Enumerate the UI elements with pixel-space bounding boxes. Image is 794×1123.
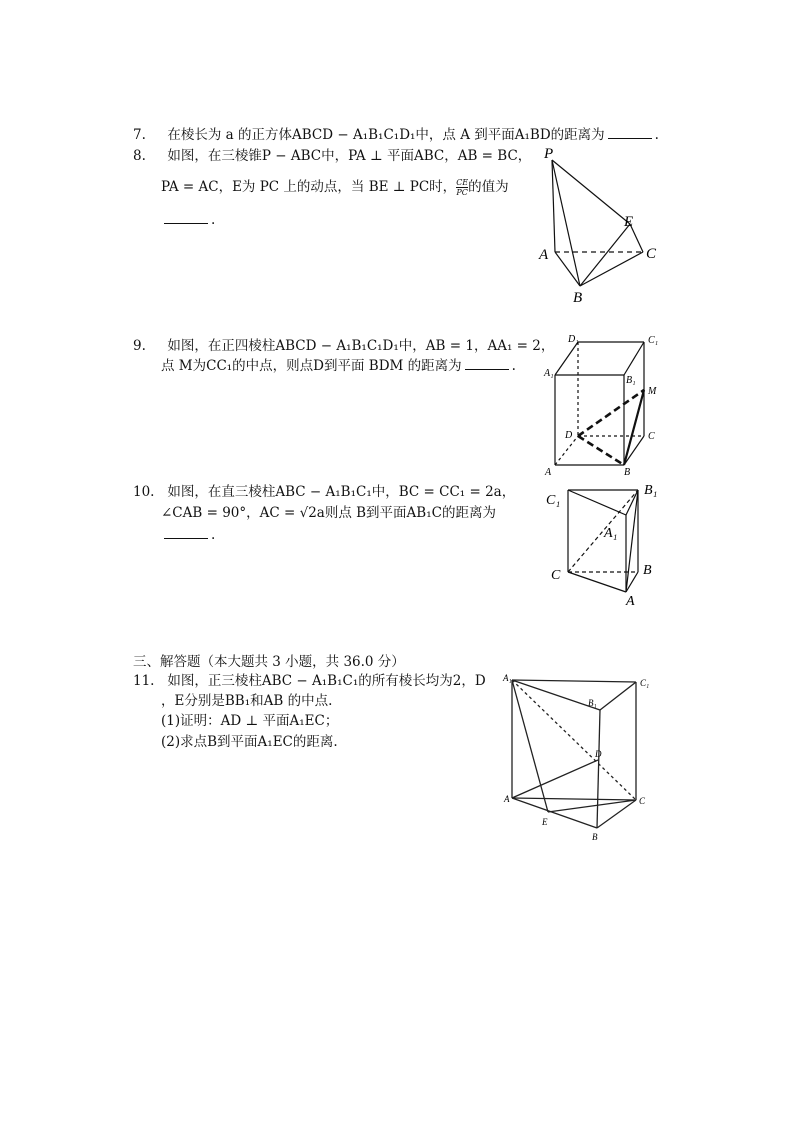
q11-edge-bb1 [597,710,600,828]
q10-end: . [211,527,216,543]
q10-text-line1: 如图，在直三棱柱ABC − A₁B₁C₁中，BC = CC₁ = 2a， [167,484,516,500]
q8-answer-blank[interactable] [164,211,208,224]
q11-part2: (2)求点B到平面A₁EC的距离. [161,734,338,750]
q11-edge-a1b1 [512,680,600,710]
q11-line2 [161,692,332,710]
q9-number: 9. [133,338,146,354]
q11-number: 11. [133,673,155,689]
q8-frac-top: CE [456,178,469,187]
q9-label-d1: D₁ [568,334,579,345]
q9-edge-db [578,436,624,465]
q9-label-b: B [624,467,631,478]
q10-line1 [133,483,515,501]
q8-text-line2b: 的值为 [468,179,509,195]
q7-text: 在棱长为 a 的正方体ABCD − A₁B₁C₁D₁中，点 A 到平面A₁BD的距离为 [167,127,605,143]
q9-label-a1: A₁ [544,368,554,379]
q10-prism-figure [540,478,670,608]
q8-end: . [211,212,216,228]
q9-label-c1: C₁ [648,335,659,346]
q11-label-b1: B₁ [588,698,597,708]
q8-label-p: P [544,146,554,162]
q8-label-c: C [646,246,657,262]
q10-label-c1: C₁ [546,493,561,508]
q10-edge-c1a1 [568,490,626,515]
q10-label-a1: A₁ [604,526,618,541]
q11-prism-figure [498,670,668,845]
q9-text-line1: 如图，在正四棱柱ABCD − A₁B₁C₁D₁中，AB = 1，AA₁ = 2， [167,338,555,354]
q10-label-b: B [643,563,652,578]
q11-label-a: A [504,794,510,804]
q8-edge-be [580,224,630,286]
q11-edge-ac [512,798,636,800]
q9-line2 [161,357,516,375]
q11-edge-a1e [512,680,548,812]
q8-text-line1: 如图，在三棱锥P − ABC中，PA ⊥ 平面ABC，AB = BC， [167,148,532,164]
q9-label-d: D [565,430,573,441]
q11-text-line2: ，E分别是BB₁和AB 的中点. [161,693,333,709]
q9-prism-figure [540,330,670,480]
q8-edge-bc [580,252,643,286]
q10-answer-blank[interactable] [164,526,208,539]
q10-edge-ab1 [626,490,638,592]
q11-label-c1: C₁ [640,678,650,688]
q8-label-a: A [539,247,549,263]
q11-line1 [133,672,486,690]
q9-label-m: M [648,386,657,397]
q10-label-b1: B₁ [644,483,658,498]
q11-edge-b1c1 [600,682,636,710]
q8-text-line2a: PA = AC，E为 PC 上的动点，当 BE ⊥ PC时， [161,179,457,195]
q11-label-b: B [592,832,598,842]
q9-text-line2: 点 M为CC₁的中点，则点D到平面 BDM 的距离为 [161,358,462,374]
q11-label-a1: A₁ [503,673,512,683]
q11-edge-ab [512,798,597,828]
q9-end: . [511,358,516,374]
q11-label-d: D [595,749,602,759]
q10-edge-ca [568,572,626,592]
q9-label-a: A [545,467,552,478]
q8-label-e: E [624,214,634,230]
q7-end: . [654,127,659,143]
q11-label-e: E [542,817,548,827]
q10-edge-cb1-hidden [568,490,638,572]
q9-label-b1: B₁ [626,375,636,386]
q8-pyramid-figure [530,142,670,307]
q10-label-c: C [551,568,561,583]
q11-edge-a1c1 [512,680,636,682]
q9-edge-a1d1 [555,342,578,375]
q8-line2 [161,178,509,197]
q8-label-b: B [573,290,583,306]
q8-number: 8. [133,148,146,164]
q10-line3 [161,526,215,544]
q9-answer-blank[interactable] [465,357,509,370]
q11-line3 [161,712,338,730]
q11-line4 [161,733,338,751]
q7-answer-blank[interactable] [608,126,652,139]
section-title: 三、解答题（本大题共 3 小题，共 36.0 分） [133,654,405,670]
q10-number: 10. [133,484,155,500]
q11-label-c: C [639,796,646,806]
q9-edge-b1c1 [624,342,644,375]
q7-number: 7. [133,127,146,143]
q11-edge-a1c-hidden [512,680,636,800]
q8-frac-bottom: PC [456,188,468,197]
q11-edge-ad [512,760,598,798]
q8-line3 [161,211,215,229]
q8-fraction [456,178,468,197]
q11-part1: (1)证明：AD ⊥ 平面A₁EC； [161,713,339,729]
q8-line1 [133,147,531,165]
q10-line2 [161,504,496,522]
q11-text-line1: 如图，正三棱柱ABC − A₁B₁C₁的所有棱长均为2，D [167,673,486,689]
q9-label-c: C [648,431,655,442]
q9-line1 [133,337,554,355]
q10-label-a: A [626,594,635,608]
q10-text-line2: ∠CAB = 90°，AC = √2a则点 B到平面AB₁C的距离为 [161,505,496,521]
